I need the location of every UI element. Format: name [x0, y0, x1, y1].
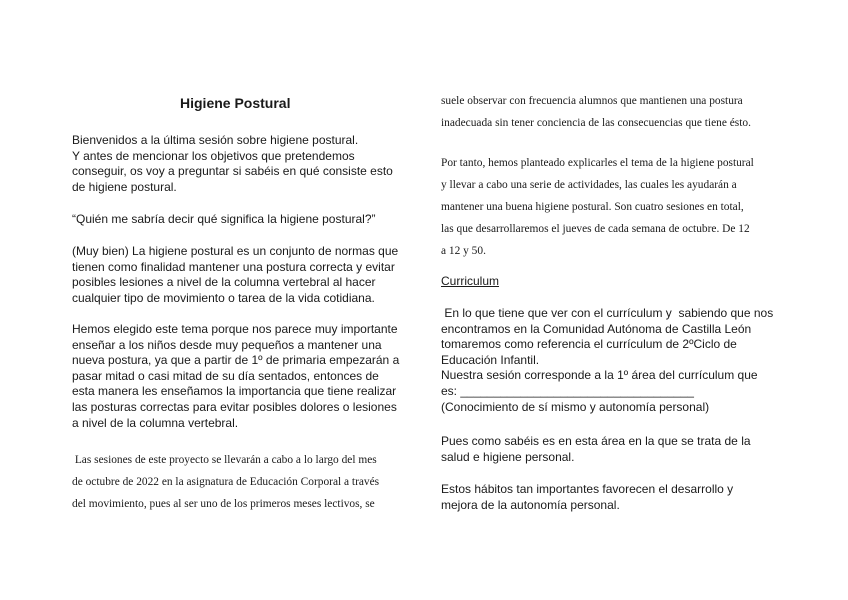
- text-line: pasar mitad o casi mitad de su día sentados, entonces de: [72, 368, 379, 383]
- sessions-paragraph: [72, 449, 412, 515]
- text-line: Educación Infantil.: [441, 352, 540, 367]
- text-line: Bienvenidos a la última sesión sobre higiene postural.: [72, 133, 359, 147]
- text-line: posibles lesiones a nivel de la columna vertebral al hacer: [72, 275, 376, 290]
- text-line: de octubre de 2022 en la asignatura de Educación Corporal a través: [72, 476, 380, 488]
- area-paragraph: [441, 434, 781, 465]
- section-heading: Curriculum: [441, 274, 500, 288]
- text-line: (Muy bien) La higiene postural es un conjunto de normas que: [72, 244, 399, 258]
- continuation-paragraph: [441, 90, 781, 134]
- text-line: salud e higiene personal.: [441, 449, 575, 464]
- text-line: Hemos elegido este tema porque nos parece muy importante: [72, 322, 398, 336]
- text-line: conseguir, os voy a preguntar si sabéis en qué consiste esto: [72, 164, 393, 179]
- curriculum-paragraph: [441, 306, 781, 415]
- text-line: de higiene postural.: [72, 179, 177, 194]
- text-line: a nivel de la columna vertebral.: [72, 415, 239, 430]
- text-line: (Conocimiento de sí mismo y autonomía personal): [441, 399, 710, 414]
- text-line: enseñar a los niños desde muy pequeños a mantener una: [72, 337, 382, 352]
- text-line: y llevar a cabo una serie de actividades, las cuales les ayudarán a: [441, 179, 737, 191]
- text-line: Estos hábitos tan importantes favorecen el desarrollo y: [441, 482, 734, 496]
- plan-paragraph: [441, 152, 781, 262]
- text-line: mantener una buena higiene postural. Son cuatro sesiones en total,: [441, 201, 744, 213]
- text-line: En lo que tiene que ver con el currículum y sabiendo que nos: [441, 306, 774, 320]
- text-line: suele observar con frecuencia alumnos que mantienen una postura: [441, 95, 743, 107]
- text-line: “Quién me sabría decir qué significa la higiene postural?”: [72, 212, 376, 226]
- text-line: Las sesiones de este proyecto se llevarán a cabo a lo largo del mes: [72, 454, 377, 466]
- text-line: Pues como sabéis es en esta área en la que se trata de la: [441, 434, 751, 448]
- intro-paragraph: [72, 133, 412, 195]
- curriculum-heading: [441, 274, 781, 290]
- text-line: Por tanto, hemos planteado explicarles el tema de la higiene postural: [441, 157, 754, 169]
- reason-paragraph: [72, 322, 412, 431]
- text-line: a 12 y 50.: [441, 245, 486, 257]
- text-line: mejora de la autonomía personal.: [441, 497, 620, 512]
- text-line: cualquier tipo de movimiento o tarea de la vida cotidiana.: [72, 290, 375, 305]
- text-line: inadecuada sin tener conciencia de las consecuencias que tiene ésto.: [441, 117, 751, 129]
- text-line: tomaremos como referencia el currículum de 2ºCiclo de: [441, 337, 737, 352]
- text-line: Nuestra sesión corresponde a la 1º área del currículum que: [441, 368, 758, 383]
- text-line: del movimiento, pues al ser uno de los primeros meses lectivos, se: [72, 498, 375, 510]
- text-line: esta manera les enseñamos la importancia que tiene realizar: [72, 384, 397, 399]
- page-title: Higiene Postural: [180, 95, 291, 111]
- text-line: tienen como finalidad mantener una postura correcta y evitar: [72, 259, 395, 274]
- text-line: las que desarrollaremos el jueves de cada semana de octubre. De 12: [441, 223, 750, 235]
- definition-paragraph: [72, 244, 412, 306]
- question-paragraph: [72, 212, 412, 228]
- text-line: Y antes de mencionar los objetivos que pretendemos: [72, 148, 355, 163]
- habits-paragraph: [441, 482, 781, 513]
- text-line: las posturas correctas para evitar posibles dolores o lesiones: [72, 399, 397, 414]
- text-line: es: ___________________________________: [441, 383, 694, 398]
- text-line: encontramos en la Comunidad Autónoma de Castilla León: [441, 321, 752, 336]
- text-line: nueva postura, ya que a partir de 1º de primaria empezarán a: [72, 353, 400, 368]
